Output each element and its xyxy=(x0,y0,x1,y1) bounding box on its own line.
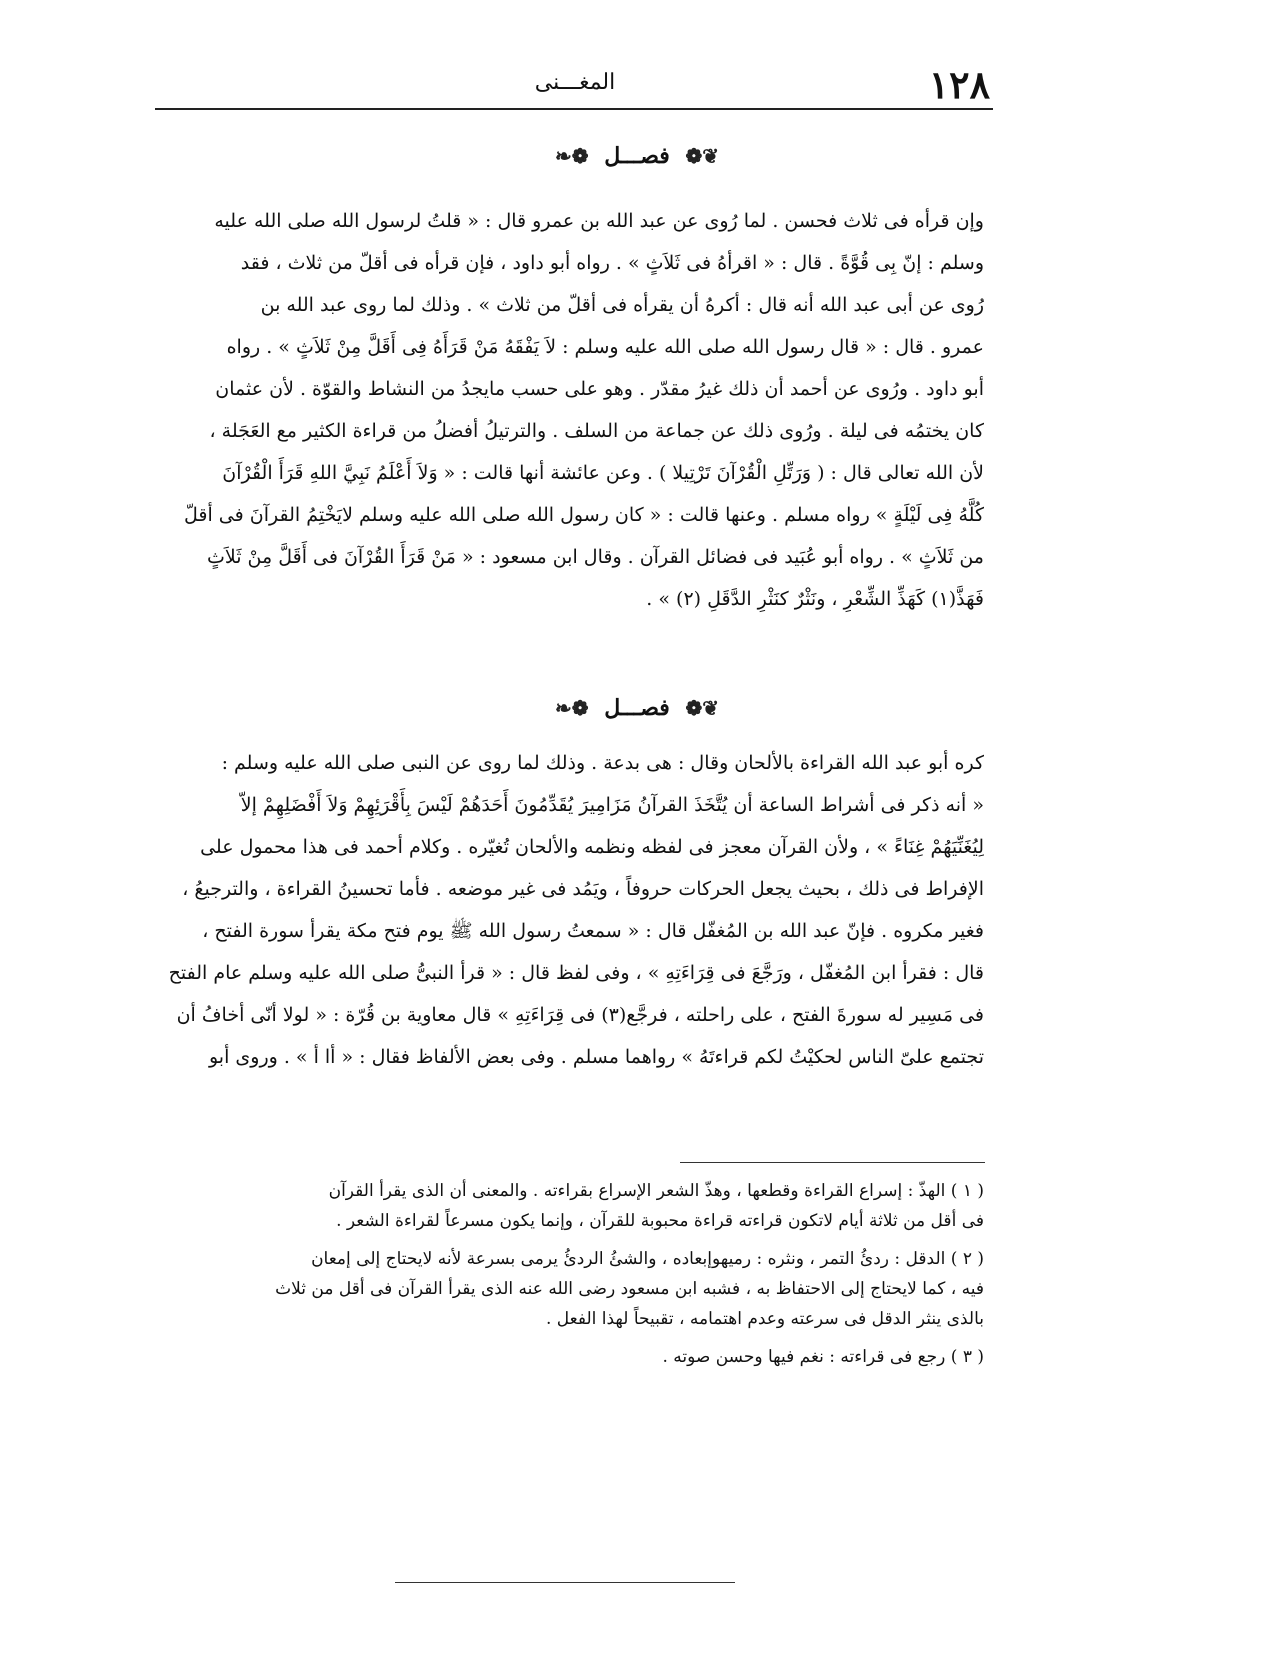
text-line: فغير مكروه . فإنّ عبد الله بن المُغفّل قال : « سمعتُ رسول الله ﷺ يوم فتح مكة يقرأ سورة الفتح ، xyxy=(202,920,984,942)
section-1-body xyxy=(160,200,984,620)
text-line: رُوى عن أبى عبد الله أنه قال : أكرهُ أن يقرأه فى أقلّ من ثلاث » . وذلك لما روى عبد الله بن xyxy=(260,294,984,316)
text-line: كره أبو عبد الله القراءة بالألحان وقال : هى بدعة . وذلك لما روى عن النبى صلى الله عليه وسلم : xyxy=(221,752,984,774)
floral-ornament-icon: ❁❧ xyxy=(555,144,589,168)
floral-ornament-icon: ❦❁ xyxy=(685,144,719,168)
text-line: أبو داود . ورُوى عن أحمد أن ذلك غيرُ مقدّر . وهو على حسب مايجدُ من النشاط والقوّة . لأن عثمان xyxy=(215,378,984,400)
text-line: من ثَلاَثٍ » . رواه أبو عُبَيد فى فضائل القرآن . وقال ابن مسعود : « مَنْ قَرَأَ القُرْآنَ فى أَقَلَّ مِنْ ثَلاَثٍ xyxy=(207,546,984,568)
footnote-2-line: بالذى ينثر الدقل فى سرعته وعدم اهتمامه ، تقبيحاً لهذا الفعل . xyxy=(546,1309,984,1329)
footnote-2-line: ( ٢ ) الدقل : ردئُ التمر ، ونثره : رميهوإبعاده ، والشئُ الردئُ يرمى بسرعة لأنه لايحتاج إلى إمعان xyxy=(311,1249,984,1269)
text-line: لأن الله تعالى قال : ( وَرَتِّلِ الْقُرْآنَ تَرْتِيلا ) . وعن عائشة أنها قالت : « وَلاَ أَعْلَمُ نَبِيَّ اللهِ قَرَأَ الْقُرْآنَ xyxy=(222,462,984,484)
footnote-2-line: فيه ، كما لايحتاج إلى الاحتفاظ به ، فشبه ابن مسعود رضى الله عنه الذى يقرأ القرآن فى أقل من ثلاث xyxy=(275,1279,984,1299)
text-line: كان يختمُه فى ليلة . ورُوى ذلك عن جماعة من السلف . والترتيلُ أفضلُ من قراءة الكثير مع العَجَلة ، xyxy=(209,420,984,442)
text-line: لِيُغَنِّيَهُمْ غِنَاءً » ، ولأن القرآن معجز فى لفظه ونظمه والألحان تُغيّره . وكلام أحمد فى هذا محمول على xyxy=(200,836,984,858)
text-line: الإفراط فى ذلك ، بحيث يجعل الحركات حروفاً ، ويَمُد فى غير موضعه . فأما تحسينُ القراءة ، والترجيعُ ، xyxy=(182,878,984,900)
footnotes xyxy=(160,1176,984,1372)
bottom-rule xyxy=(395,1582,735,1583)
footnote-3-line: ( ٣ ) رجع فى قراءته : نغم فيها وحسن صوته . xyxy=(662,1347,984,1367)
section-heading-2 xyxy=(0,690,1274,725)
text-line: كُلَّهُ فِى لَيْلَةٍ » رواه مسلم . وعنها قالت : « كان رسول الله صلى الله عليه وسلم لايَخْتِمُ القرآنَ فى أقلّ xyxy=(184,504,984,526)
section-heading-text: فصـــل xyxy=(604,143,670,169)
running-title: المغـــنى xyxy=(534,70,616,95)
text-line: وسلم : إنّ بِى قُوَّةً . قال : « اقرأهُ فى ثَلاَثٍ » . رواه أبو داود ، فإن قرأه فى أقلّ من ثلاث ، فقد xyxy=(240,252,984,274)
page-header xyxy=(160,62,990,108)
page-number: ١٢٨ xyxy=(928,62,990,107)
text-line: « أنه ذكر فى أشراط الساعة أن يُتَّخَذَ القرآنُ مَزَامِيرَ يُقَدِّمُونَ أَحَدَهُمْ لَيْسَ بِأَقْرَئِهِمْ وَلاَ أَفْضَلِهِمْ إلاّ xyxy=(240,794,984,816)
footnote-1-line: ( ١ ) الهذّ : إسراع القراءة وقطعها ، وهذّ الشعر الإسراع بقراءته . والمعنى أن الذى يقرأ القرآن xyxy=(328,1181,984,1201)
floral-ornament-icon: ❦❁ xyxy=(685,696,719,720)
text-line: فَهَذَّ(١) كَهَذِّ الشِّعْرِ ، ونَثْرٌ كنَثْرِ الدَّقَلِ (٢) » . xyxy=(646,588,984,610)
text-line: قال : فقرأ ابن المُغفّل ، ورَجَّعَ فى قِرَاءَتِهِ » ، وفى لفظ قال : « قرأ النبىُّ صلى الله عليه وسلم عام الفتح xyxy=(168,962,984,984)
text-line: عمرو . قال : « قال رسول الله صلى الله عليه وسلم : لاَ يَفْقَهُ مَنْ قَرَأَهُ فِى أَقَلَّ مِنْ ثَلاَثٍ » . رواه xyxy=(226,336,984,358)
header-rule xyxy=(155,108,993,110)
text-line: فى مَسِير له سورةَ الفتح ، على راحلته ، فرجَّع(٣) فى قِرَاءَتِهِ » قال معاوية بن قُرّة : « لولا أنّى أخافُ أن xyxy=(176,1004,984,1026)
section-2-body xyxy=(160,742,984,1078)
text-line: تجتمع علىّ الناس لحكيْتُ لكم قراءتَهُ » رواهما مسلم . وفى بعض الألفاظ فقال : « أا أ » . وروى أبو xyxy=(208,1046,984,1068)
section-heading-1 xyxy=(0,138,1274,173)
text-line: وإن قرأه فى ثلاث فحسن . لما رُوى عن عبد الله بن عمرو قال : « قلتُ لرسول الله صلى الله عليه xyxy=(214,210,984,232)
footnote-1-line: فى أقل من ثلاثة أيام لاتكون قراءته قراءة محبوبة للقرآن ، وإنما يكون مسرعاً لقراءة الشعر . xyxy=(336,1211,984,1231)
section-heading-text: فصـــل xyxy=(604,695,670,721)
footnote-rule xyxy=(680,1162,985,1163)
floral-ornament-icon: ❁❧ xyxy=(555,696,589,720)
